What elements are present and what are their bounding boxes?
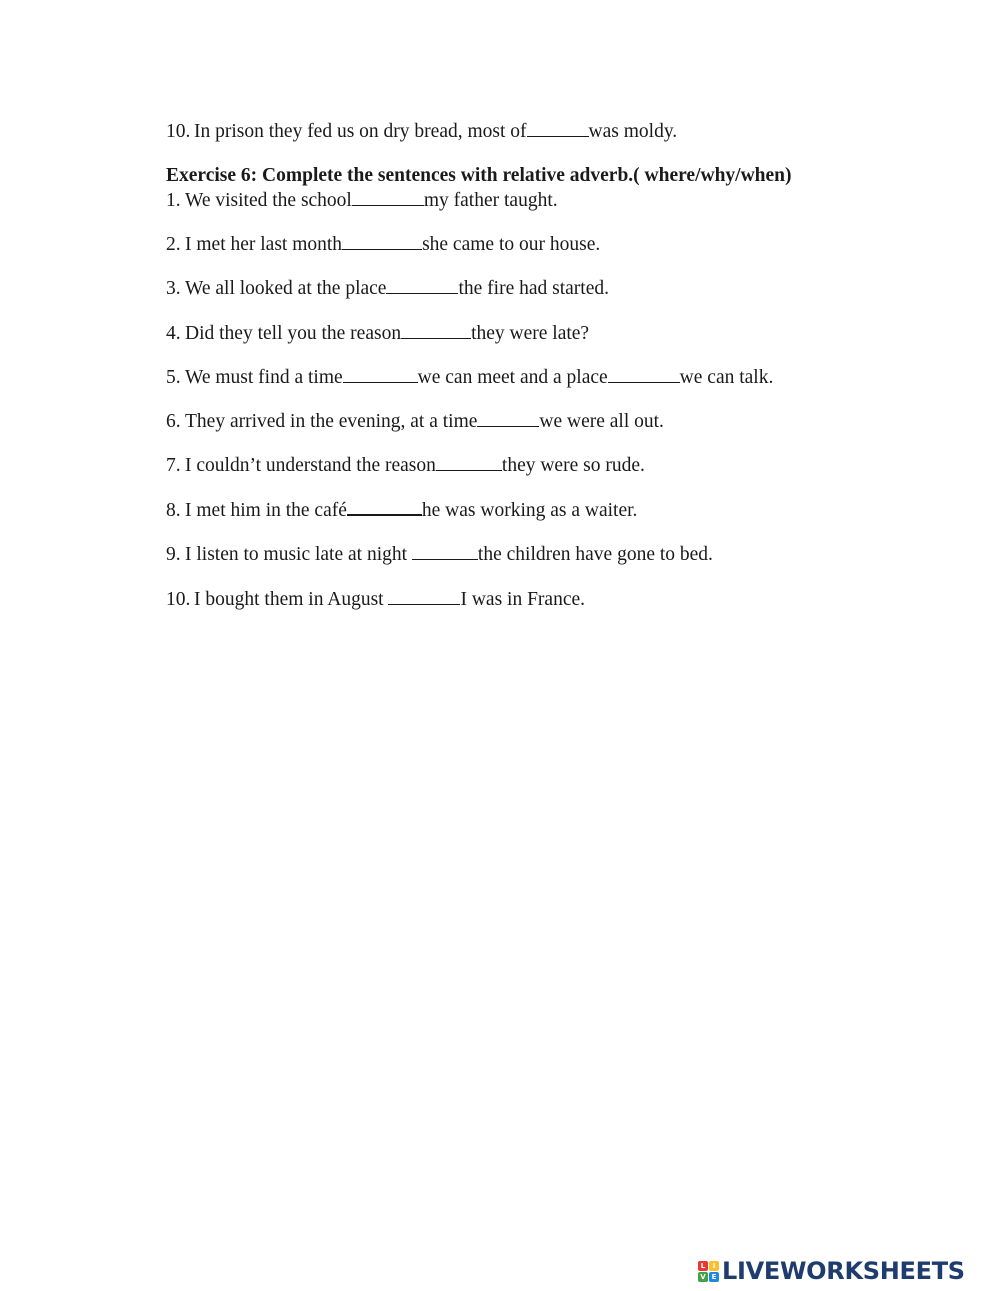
- liveworksheets-logo: [698, 1256, 965, 1286]
- item-text-before: I bought them in August: [194, 589, 389, 610]
- item-number: 10.: [166, 589, 191, 610]
- exercise-heading: Exercise 6: Complete the sentences with relative adverb.( where/why/when): [166, 165, 792, 186]
- exercise-item-1: [166, 188, 558, 213]
- item-number: 3.: [166, 278, 181, 299]
- exercise-item-5: [166, 365, 773, 390]
- item-text-after: my father taught.: [423, 190, 558, 211]
- item-text-before: In prison they fed us on dry bread, most of: [194, 121, 527, 142]
- item-text-after: they were late?: [471, 323, 590, 344]
- answer-blank-1[interactable]: [343, 365, 418, 383]
- item-text-before: I couldn’t understand the reason: [185, 455, 436, 476]
- exercise-item-6: [166, 409, 664, 434]
- answer-blank[interactable]: [388, 587, 460, 605]
- answer-blank[interactable]: [436, 453, 502, 471]
- item-number: 6.: [166, 411, 181, 432]
- item-text-before: I met him in the café: [185, 500, 347, 521]
- item-number: 2.: [166, 234, 181, 255]
- item-text-middle: we can meet and a place: [417, 367, 608, 388]
- item-text-after: was moldy.: [588, 121, 678, 142]
- item-number: 1.: [166, 190, 181, 211]
- exercise-item-2: [166, 232, 600, 257]
- answer-blank[interactable]: [477, 409, 539, 427]
- item-text-before: We must find a time: [185, 367, 343, 388]
- item-text-before: I met her last month: [185, 234, 343, 255]
- exercise-item-8: [166, 497, 637, 523]
- answer-blank[interactable]: [386, 276, 458, 294]
- answer-blank-2[interactable]: [608, 365, 680, 383]
- logo-block-e: E: [709, 1272, 719, 1282]
- answer-blank[interactable]: [342, 232, 422, 250]
- logo-block-i: I: [709, 1261, 719, 1271]
- answer-blank[interactable]: [412, 542, 478, 560]
- item-text-after: we can talk.: [679, 367, 774, 388]
- logo-text: LIVEWORKSHEETS: [722, 1257, 965, 1285]
- item-text-after: he was working as a waiter.: [421, 500, 638, 521]
- item-text-after: she came to our house.: [422, 234, 601, 255]
- exercise-item-10: [166, 587, 585, 612]
- item-text-before: We all looked at the place: [185, 278, 387, 299]
- answer-blank[interactable]: [527, 119, 589, 137]
- answer-blank[interactable]: [352, 188, 424, 206]
- item-text-before: They arrived in the evening, at a time: [185, 411, 478, 432]
- exercise-item-4: [166, 321, 589, 346]
- item-text-after: we were all out.: [539, 411, 664, 432]
- item-text-after: they were so rude.: [501, 455, 645, 476]
- item-number: 8.: [166, 500, 181, 521]
- exercise-item-9: [166, 542, 713, 567]
- answer-blank[interactable]: [401, 321, 471, 339]
- item-number: 9.: [166, 544, 181, 565]
- item-text-after: I was in France.: [460, 589, 586, 610]
- item-text-before: Did they tell you the reason: [185, 323, 402, 344]
- exercise-item-3: [166, 276, 609, 301]
- answer-blank[interactable]: [347, 497, 422, 516]
- item-text-after: the children have gone to bed.: [477, 544, 713, 565]
- item-number: 10.: [166, 121, 191, 142]
- exercise-item-7: [166, 453, 645, 478]
- item-number: 5.: [166, 367, 181, 388]
- logo-block-l: L: [698, 1261, 708, 1271]
- item-text-before: I listen to music late at night: [185, 544, 412, 565]
- item-text-after: the fire had started.: [458, 278, 609, 299]
- item-text-before: We visited the school: [185, 190, 352, 211]
- item-number: 4.: [166, 323, 181, 344]
- logo-block-v: V: [698, 1272, 708, 1282]
- carryover-item-10: [166, 119, 677, 144]
- logo-icon: [698, 1261, 719, 1282]
- item-number: 7.: [166, 455, 181, 476]
